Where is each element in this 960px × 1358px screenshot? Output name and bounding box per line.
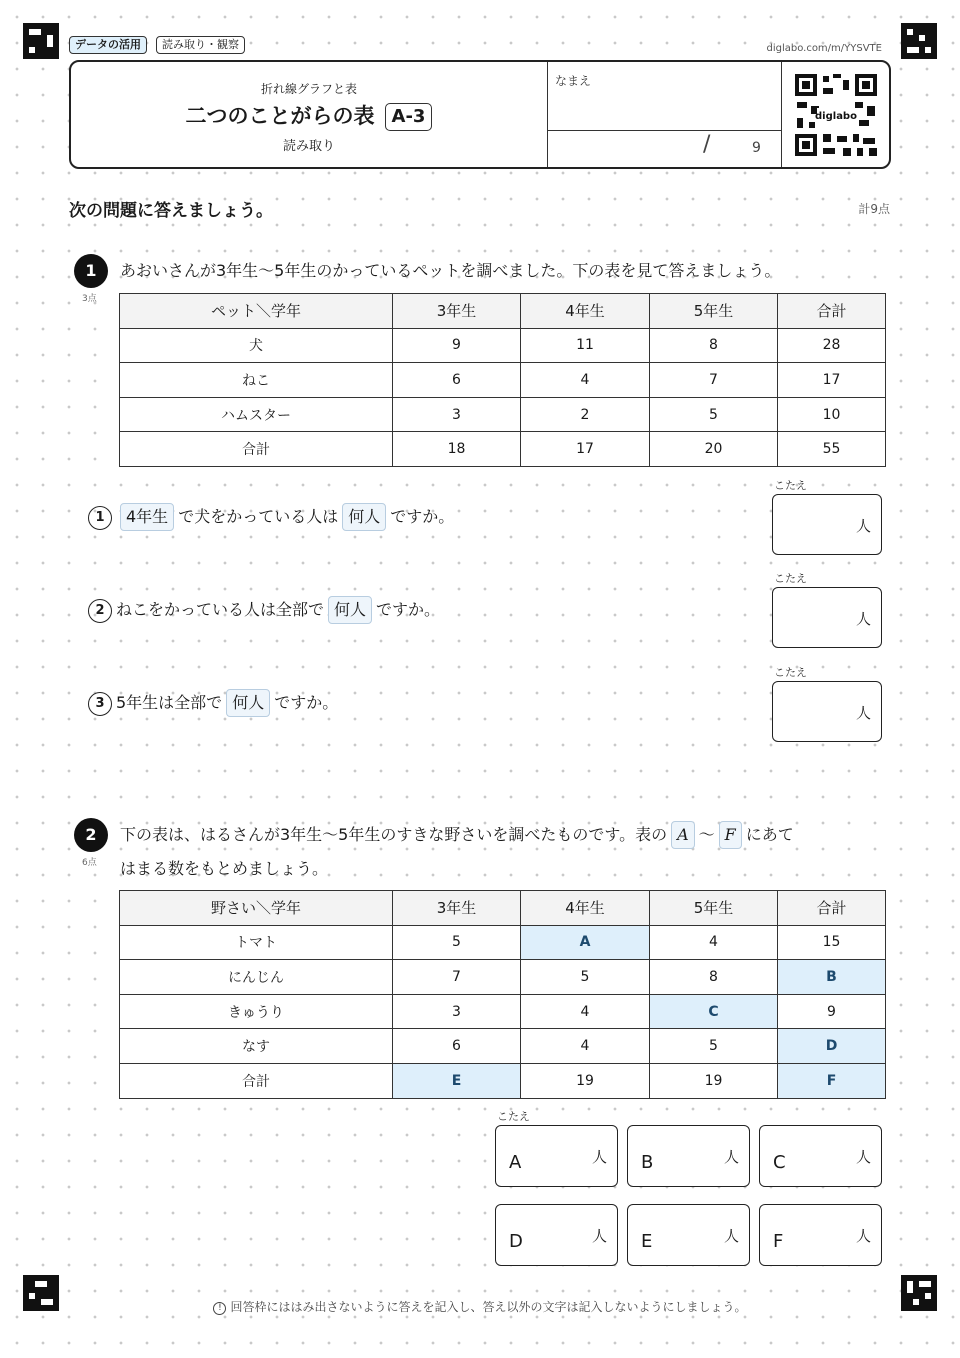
unit-label: 人: [855, 610, 871, 628]
table-cell: 18: [393, 432, 521, 467]
total-points: 計9点: [858, 202, 890, 216]
sub-question-number: 1: [88, 506, 112, 530]
blank-cell: E: [393, 1063, 521, 1098]
answer-letter: F: [773, 1231, 784, 1252]
table-cell: 合計: [120, 1063, 393, 1098]
answer-box-b[interactable]: [627, 1125, 750, 1187]
worksheet-url: diglabo.com/m/YYSVTE: [766, 43, 882, 54]
sub-question-number: 3: [88, 692, 112, 716]
header-subtopic: 読み取り: [282, 139, 335, 154]
instructions: 次の問題に答えましょう。: [69, 201, 273, 221]
unit-label: 人: [591, 1227, 607, 1245]
answer-letter: C: [773, 1152, 786, 1173]
table-header: 4年生: [521, 891, 650, 926]
answer-box-c[interactable]: [759, 1125, 882, 1187]
table-cell: 17: [778, 363, 886, 398]
sub-question-3: 3 5年生は全部で 何人 ですか。: [88, 688, 338, 718]
table-cell: 6: [393, 363, 521, 398]
answer-box-3[interactable]: [772, 681, 882, 742]
table-header: 5年生: [650, 294, 778, 329]
question-text-continued: はまる数をもとめましょう。: [120, 859, 329, 878]
keyword-highlight: 4年生: [120, 503, 174, 531]
answer-box-1[interactable]: [772, 494, 882, 555]
table-cell: 20: [650, 432, 778, 467]
score-slash: /: [703, 132, 711, 157]
level-badge: A-3: [385, 103, 433, 131]
keyword-highlight: 何人: [342, 503, 386, 531]
table-cell: 17: [521, 432, 650, 467]
table-cell: 9: [778, 994, 886, 1029]
table-header: 合計: [778, 891, 886, 926]
blank-cell: D: [778, 1029, 886, 1064]
table-cell: 10: [778, 397, 886, 432]
footer-note: ! 回答枠にははみ出さないように答えを記入し、答え以外の文字は記入しないようにしましょう。: [0, 1298, 960, 1315]
table-cell: 合計: [120, 432, 393, 467]
table-cell: トマト: [120, 925, 393, 960]
blank-cell: C: [650, 994, 778, 1029]
table-header: 3年生: [393, 294, 521, 329]
info-icon: !: [213, 1302, 226, 1315]
unit-label: 人: [855, 517, 871, 535]
table-cell: 2: [521, 397, 650, 432]
question-number: 2: [74, 818, 108, 852]
table-cell: 5: [650, 1029, 778, 1064]
answer-box-f[interactable]: [759, 1204, 882, 1266]
table-row: [120, 1029, 886, 1064]
table-header-row: [120, 294, 886, 329]
unit-label: 人: [723, 1227, 739, 1245]
keyword-highlight: 何人: [328, 596, 372, 624]
answer-box-d[interactable]: [495, 1204, 618, 1266]
table-cell: 3: [393, 994, 521, 1029]
table-header: 野さい＼学年: [120, 891, 393, 926]
table-cell: 55: [778, 432, 886, 467]
table-cell: にんじん: [120, 960, 393, 995]
question-text: あおいさんが3年生〜5年生のかっているペットを調べました。下の表を見て答えましょう。: [120, 261, 781, 280]
question-number: 1: [74, 254, 108, 288]
table-cell: 6: [393, 1029, 521, 1064]
table-header-row: [120, 891, 886, 926]
sub-question-1: 1 4年生 で犬をかっている人は 何人 ですか。: [88, 502, 454, 532]
unit-label: 人: [855, 1227, 871, 1245]
answer-box-a[interactable]: [495, 1125, 618, 1187]
table-row: [120, 363, 886, 398]
corner-marker-top-right: [901, 23, 937, 59]
table-cell: 5: [650, 397, 778, 432]
unit-label: 人: [591, 1148, 607, 1166]
answer-box-e[interactable]: [627, 1204, 750, 1266]
corner-marker-top-left: [23, 23, 59, 59]
table-cell: 11: [521, 328, 650, 363]
table-cell: 8: [650, 960, 778, 995]
table-row: [120, 397, 886, 432]
blank-cell: B: [778, 960, 886, 995]
unit-label: 人: [723, 1148, 739, 1166]
table-cell: 3: [393, 397, 521, 432]
table-header: 合計: [778, 294, 886, 329]
table-cell: 19: [650, 1063, 778, 1098]
table-cell: 7: [650, 363, 778, 398]
answer-label: こたえ: [774, 479, 807, 492]
answer-label: こたえ: [774, 572, 807, 585]
blank-cell: F: [778, 1063, 886, 1098]
question-text: 下の表は、はるさんが3年生〜5年生のすきな野さいを調べたものです。表の A 〜 F にあて: [120, 818, 794, 852]
name-label: なまえ: [555, 74, 592, 88]
sub-question-2: 2 ねこをかっている人は全部で 何人 ですか。: [88, 595, 440, 625]
table-header: ペット＼学年: [120, 294, 393, 329]
table-cell: 犬: [120, 328, 393, 363]
table-header: 4年生: [521, 294, 650, 329]
table-row: [120, 960, 886, 995]
skill-tag: 読み取り・観察: [156, 36, 245, 54]
question-points: 6点: [82, 858, 97, 868]
table-cell: 7: [393, 960, 521, 995]
pet-table: [119, 293, 886, 467]
table-cell: ねこ: [120, 363, 393, 398]
answer-letter: B: [641, 1152, 654, 1173]
keyword-highlight: 何人: [226, 689, 270, 717]
table-cell: 9: [393, 328, 521, 363]
answer-letter: E: [641, 1231, 653, 1252]
header-subtitle: 折れ線グラフと表: [260, 82, 357, 96]
unit-label: 人: [855, 1148, 871, 1166]
variable-a: A: [671, 821, 695, 849]
page-title: 二つのことがらの表 A-3: [71, 100, 547, 131]
answer-letter: A: [509, 1152, 522, 1173]
answer-letter: D: [509, 1231, 523, 1252]
answer-label: こたえ: [774, 666, 807, 679]
table-cell: 5: [393, 925, 521, 960]
table-cell: なす: [120, 1029, 393, 1064]
sub-question-number: 2: [88, 599, 112, 623]
qr-caption: diglabo: [815, 111, 857, 122]
table-row: [120, 1063, 886, 1098]
answer-box-2[interactable]: [772, 587, 882, 648]
variable-f: F: [719, 821, 742, 849]
category-tag: データの活用: [69, 36, 147, 54]
unit-label: 人: [855, 704, 871, 722]
table-cell: 4: [521, 1029, 650, 1064]
answer-label: こたえ: [497, 1110, 530, 1123]
worksheet-header: [69, 60, 891, 169]
table-row: [120, 432, 886, 467]
table-row: [120, 994, 886, 1029]
table-row: [120, 925, 886, 960]
table-cell: きゅうり: [120, 994, 393, 1029]
table-cell: 4: [521, 994, 650, 1029]
blank-cell: A: [521, 925, 650, 960]
table-row: [120, 328, 886, 363]
vegetable-table: [119, 890, 886, 1099]
qr-code-icon: [793, 72, 879, 158]
table-header: 3年生: [393, 891, 521, 926]
table-cell: 28: [778, 328, 886, 363]
table-cell: 4: [521, 363, 650, 398]
score-total: 9: [752, 140, 761, 156]
table-cell: 5: [521, 960, 650, 995]
table-cell: 8: [650, 328, 778, 363]
table-cell: 4: [650, 925, 778, 960]
name-field[interactable]: [549, 88, 779, 128]
table-cell: ハムスター: [120, 397, 393, 432]
table-header: 5年生: [650, 891, 778, 926]
table-cell: 15: [778, 925, 886, 960]
question-points: 3点: [82, 294, 97, 304]
table-cell: 19: [521, 1063, 650, 1098]
